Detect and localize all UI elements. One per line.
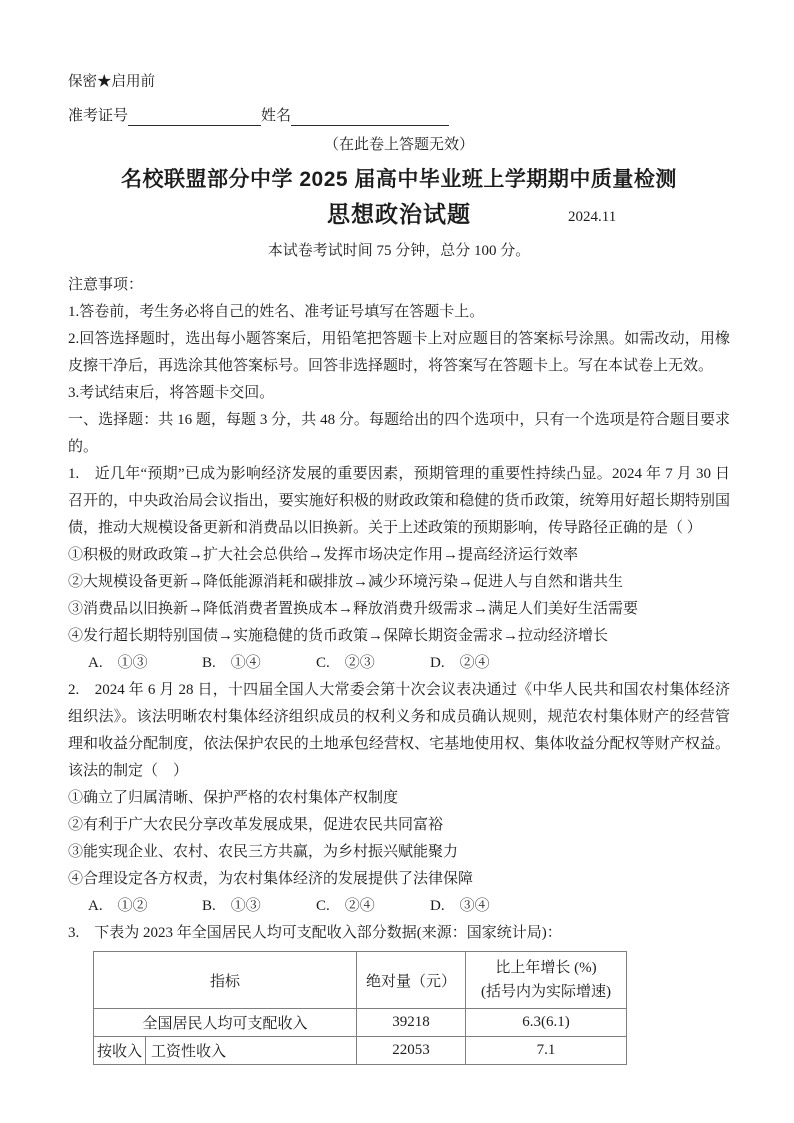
name-label: 姓名 [261, 108, 292, 124]
question-2-choice-c: C. ②④ [316, 898, 375, 914]
row-national-indicator: 全国居民人均可支配收入 [94, 1009, 357, 1037]
question-2-choice-d: D. ③④ [430, 898, 490, 914]
section-one-heading: 一、选择题：共 16 题，每题 3 分，共 48 分。每题给出的四个选项中，只有一个选项是符合题目要求的。 [68, 412, 730, 455]
question-2-statement-4: ④合理设定各方权责，为农村集体经济的发展提供了法律保障 [68, 871, 474, 887]
page-content [68, 73, 730, 1065]
question-1-choices [68, 650, 730, 677]
candidate-info-line [68, 106, 730, 126]
question-1-choice-d: D. ②④ [430, 655, 490, 671]
table-row-wage [94, 1037, 627, 1065]
question-2-choice-b: B. ①③ [202, 898, 261, 914]
table-header-growth-line1: 比上年增长 (%) [495, 960, 597, 976]
exam-title: 名校联盟部分中学 2025 届高中毕业班上学期期中质量检测 [121, 168, 677, 191]
question-1-statement-4: ④发行超长期特别国债→实施稳健的货币政策→保障长期资金需求→拉动经济增长 [68, 628, 609, 644]
row-wage-indicator: 工资性收入 [146, 1037, 357, 1065]
invalid-note: （在此卷上答题无效） [323, 137, 474, 153]
table-header-indicator: 指标 [94, 952, 357, 1009]
question-3-stem: 3. 下表为 2023 年全国居民人均可支配收入部分数据(来源：国家统计局)： [68, 925, 562, 941]
exam-date: 2024.11 [568, 209, 617, 225]
table-header-growth [466, 952, 627, 1009]
question-1-statement-3: ③消费品以旧换新→降低消费者置换成本→释放消费升级需求→满足人们美好生活需要 [68, 601, 639, 617]
duration-note: 本试卷考试时间 75 分钟，总分 100 分。 [267, 243, 531, 259]
row-national-growth: 6.3(6.1) [466, 1009, 627, 1037]
question-1-statement-1: ①积极的财政政策→扩大社会总供给→发挥市场决定作用→提高经济运行效率 [68, 547, 579, 563]
question-2-choice-a: A. ①② [88, 898, 148, 914]
row-wage-growth: 7.1 [466, 1037, 627, 1065]
question-2-stem: 2. 2024 年 6 月 28 日，十四届全国人大常委会第十次会议表决通过《中华人民共和国农村集体经济组织法》。该法明晰农村集体经济组织成员的权利义务和成员确认规则，规范农村集体财产的经营管理和收益分配制度，依法保护农民的土地承包经营权、宅基地使用权、集体收益分配权等财产权益。该法的制定（ ） [68, 682, 730, 779]
question-1-choice-a: A. ①③ [88, 655, 148, 671]
paper-title: 思想政治试题 [327, 201, 471, 227]
question-1-statement-2: ②大规模设备更新→降低能源消耗和碳排放→减少环境污染→促进人与自然和谐共生 [68, 574, 624, 590]
question-1 [68, 461, 730, 677]
table-header-absolute: 绝对量（元） [357, 952, 466, 1009]
question-2 [68, 677, 730, 920]
notice-item-2: 2.回答选择题时，选出每小题答案后，用铅笔把答题卡上对应题目的答案标号涂黑。如需改动，用橡皮擦干净后，再选涂其他答案标号。回答非选择题时，将答案写在答题卡上。写在本试卷上无效。 [68, 331, 730, 374]
question-2-statement-3: ③能实现企业、农村、农民三方共赢，为乡村振兴赋能聚力 [68, 844, 459, 860]
question-2-statement-2: ②有利于广大农民分享改革发展成果，促进农民共同富裕 [68, 817, 444, 833]
name-blank [291, 107, 449, 126]
admission-number-blank [128, 107, 261, 126]
admission-number-label: 准考证号 [68, 108, 129, 124]
table-header-growth-line2: (括号内为实际增速) [481, 984, 612, 1000]
question-1-choice-b: B. ①④ [202, 655, 261, 671]
table-row-national [94, 1009, 627, 1037]
exam-body [68, 272, 730, 1065]
question-2-choices [68, 893, 730, 920]
notice-item-3: 3.考试结束后，将答题卡交回。 [68, 385, 275, 401]
question-2-statement-1: ①确立了归属清晰、保护严格的农村集体产权制度 [68, 790, 399, 806]
row-wage-group: 按收入 [94, 1037, 146, 1065]
notices-heading: 注意事项： [68, 277, 144, 293]
row-national-absolute: 39218 [357, 1009, 466, 1037]
notice-item-1: 1.答卷前，考生务必将自己的姓名、准考证号填写在答题卡上。 [68, 304, 485, 320]
question-3 [68, 920, 730, 1065]
question-1-stem: 1. 近几年“预期”已成为影响经济发展的重要因素，预期管理的重要性持续凸显。2024 年 7 月 30 日召开的，中央政治局会议指出，要实施好积极的财政政策和稳健的货币政策，统筹用好超长期特别国债，推动大规模设备更新和消费品以旧换新。关于上述政策的预期影响，传导路径正确的是（ ） [68, 466, 730, 536]
income-data-table [93, 951, 627, 1065]
secrecy-notice: 保密★启用前 [68, 74, 155, 90]
subtitle-row [68, 198, 730, 230]
table-header-row [94, 952, 627, 1009]
question-1-choice-c: C. ②③ [316, 655, 375, 671]
row-wage-absolute: 22053 [357, 1037, 466, 1065]
